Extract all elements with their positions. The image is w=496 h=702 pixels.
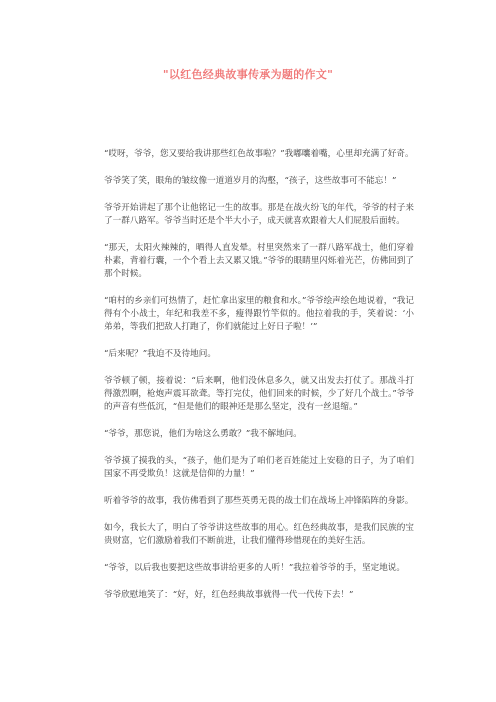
paragraph-12: “爷爷，以后我也要把这些故事讲给更多的人听！”我拉着爷爷的手，坚定地说。 xyxy=(104,563,405,573)
document-body xyxy=(104,148,414,602)
document-title: "以红色经典故事传承为题的作文" xyxy=(162,68,334,81)
paragraph-11: 如今，我长大了，明白了爷爷讲这些故事的用心。红色经典故事，是我们民族的宝贵财富，它们激励着我们不断前进，让我们懂得珍惜现在的美好生活。 xyxy=(104,523,414,546)
paragraph-6: “后来呢？”我迫不及待地问。 xyxy=(104,349,216,359)
paragraph-7: 爷爷顿了顿，接着说：“后来啊，他们没休息多久，就又出发去打仗了。那战斗打得激烈啊，枪炮声震耳欲聋。等打完仗，他们回来的时候，少了好几个战士。”爷爷的声音有些低沉，“但是他们的眼神还是那么坚定，没有一丝退缩。” xyxy=(104,376,414,412)
paragraph-8: “爷爷，那您说，他们为啥这么勇敢？”我不解地问。 xyxy=(104,429,302,439)
paragraph-13: 爷爷欣慰地笑了：“好，好，红色经典故事就得一代一代传下去！” xyxy=(104,590,354,600)
paragraph-10: 听着爷爷的故事，我仿佛看到了那些英勇无畏的战士们在战场上冲锋陷阵的身影。 xyxy=(104,496,414,506)
paragraph-2: 爷爷笑了笑，眼角的皱纹像一道道岁月的沟壑，“孩子，这些故事可不能忘！” xyxy=(104,176,397,186)
paragraph-5: “咱村的乡亲们可热情了，赶忙拿出家里的粮食和水。”爷爷绘声绘色地说着，“我记得有个小战士，年纪和我差不多，瘦得跟竹竿似的。他拉着我的手，笑着说：‘小弟弟，等我们把敌人打跑了，你们就能过上好日子啦！’” xyxy=(104,296,414,332)
paragraph-9: 爷爷摸了摸我的头，“孩子，他们是为了咱们老百姓能过上安稳的日子，为了咱们国家不再受欺负！这就是信仰的力量！” xyxy=(104,456,414,479)
paragraph-4: “那天，太阳火辣辣的，晒得人直发晕。村里突然来了一群八路军战士，他们穿着朴素，背着行囊，一个个看上去又累又饿。”爷爷的眼睛里闪烁着光芒，仿佛回到了那个时候。 xyxy=(104,243,414,279)
paragraph-3: 爷爷开始讲起了那个让他铭记一生的故事。那是在战火纷飞的年代，爷爷的村子来了一群八路军。爷爷当时还是个半大小子，成天就喜欢跟着大人们屁股后面转。 xyxy=(104,203,414,226)
paragraph-1: “哎呀，爷爷，您又要给我讲那些红色故事啦？”我嘟囔着嘴，心里却充满了好奇。 xyxy=(104,149,414,159)
